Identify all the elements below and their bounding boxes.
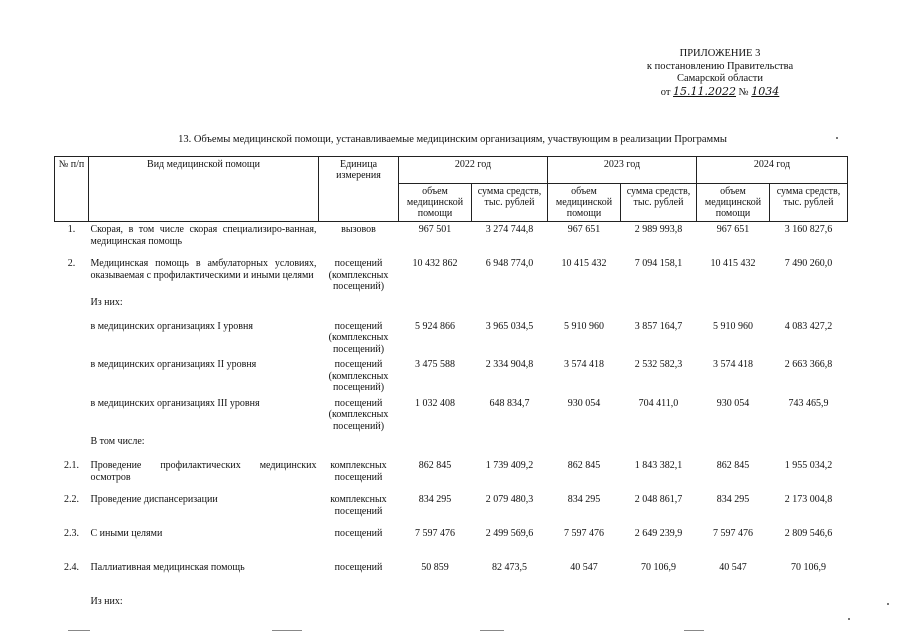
cell-sum: 3 274 744,8: [485, 224, 534, 235]
table-row: [55, 396, 848, 435]
row-name: в медицинских организациях I уровня: [90, 320, 253, 332]
scan-speck: [836, 137, 838, 139]
cell-volume: 930 054: [567, 397, 601, 409]
row-unit: комплексных посещений: [330, 460, 387, 483]
header-unit: Единица измерения: [319, 157, 399, 222]
row-name: Медицинская помощь в амбулаторных условиях, оказываемая с профилактическими и иными целями: [90, 258, 317, 281]
cell-sum: [621, 295, 697, 319]
header-volume: объем медицинской помощи: [697, 184, 770, 222]
cell-sum: 2 532 582,3: [634, 359, 683, 370]
cell-sum: 4 083 427,2: [784, 320, 833, 332]
scan-fragment: [68, 630, 90, 631]
header-year-2022: 2022 год: [399, 157, 548, 184]
cell-volume: 3 574 418: [713, 359, 753, 370]
cell-sum: 2 989 993,8: [634, 224, 683, 235]
cell-sum: 7 490 260,0: [784, 258, 833, 269]
appendix-block: [605, 48, 835, 99]
cell-volume: 5 924 866: [415, 320, 455, 332]
cell-sum: 3 965 034,5: [485, 320, 534, 332]
row-number: 2.3.: [64, 528, 79, 539]
row-number: 2.2.: [64, 494, 79, 505]
row-unit: вызовов: [341, 224, 376, 235]
table-row: [55, 256, 848, 295]
cell-volume: 967 501: [418, 224, 452, 235]
cell-sum: 7 094 158,1: [634, 258, 683, 269]
cell-sum: 70 106,9: [791, 562, 826, 573]
row-unit: посещений (комплексных посещений): [328, 258, 389, 292]
cell-sum: [770, 594, 848, 618]
row-number: [55, 594, 89, 618]
cell-volume: 967 651: [567, 224, 601, 235]
cell-sum: 2 079 480,3: [485, 494, 534, 505]
row-name: Проведение профилактических медицинских осмотров: [90, 460, 317, 483]
cell-volume: 834 295: [567, 494, 601, 505]
header-sum: сумма средств, тыс. рублей: [472, 184, 548, 222]
cell-sum: 2 809 546,6: [784, 528, 833, 539]
cell-sum: 2 649 239,9: [634, 528, 683, 539]
cell-volume: 862 845: [418, 460, 452, 471]
scan-fragment: [272, 630, 302, 631]
row-name: Проведение диспансеризации: [90, 494, 218, 505]
table-row: [55, 458, 848, 492]
table-row: [55, 319, 848, 358]
cell-sum: [472, 295, 548, 319]
row-name: в медицинских организациях III уровня: [90, 397, 260, 409]
cell-volume: 3 574 418: [564, 359, 604, 370]
row-number: [55, 396, 89, 435]
cell-sum: 2 499 569,6: [485, 528, 534, 539]
header-sum: сумма средств, тыс. рублей: [770, 184, 848, 222]
table-row: [55, 594, 848, 618]
cell-sum: 3 857 164,7: [634, 320, 683, 332]
cell-volume: 7 597 476: [713, 528, 753, 539]
cell-volume: [399, 594, 472, 618]
row-number: 2.1.: [64, 460, 79, 471]
row-unit: посещений (комплексных посещений): [328, 397, 389, 432]
cell-volume: 834 295: [418, 494, 452, 505]
appendix-line2: Самарской области: [677, 73, 763, 84]
cell-volume: [548, 295, 621, 319]
cell-sum: [472, 594, 548, 618]
table-row: [55, 434, 848, 458]
cell-volume: [399, 295, 472, 319]
appendix-date-line: [605, 86, 835, 100]
cell-volume: 1 032 408: [415, 397, 455, 409]
scan-fragment: [480, 630, 504, 631]
cell-sum: 6 948 774,0: [485, 258, 534, 269]
table-row: [55, 526, 848, 560]
number-value: 1034: [751, 84, 780, 98]
header-volume: объем медицинской помощи: [399, 184, 472, 222]
cell-sum: [472, 434, 548, 458]
scan-speck: [848, 618, 850, 620]
cell-sum: 70 106,9: [641, 562, 676, 573]
cell-volume: 3 475 588: [415, 359, 455, 370]
row-number: [55, 357, 89, 396]
date-value: 15.11.2022: [673, 84, 737, 98]
cell-volume: 5 910 960: [564, 320, 604, 332]
row-number: 2.4.: [64, 562, 79, 573]
row-number: 1.: [67, 224, 76, 235]
header-year-2023: 2023 год: [548, 157, 697, 184]
appendix-title: ПРИЛОЖЕНИЕ 3: [679, 48, 761, 59]
row-name: Паллиативная медицинская помощь: [90, 562, 245, 573]
cell-sum: 1 739 409,2: [485, 460, 534, 471]
cell-volume: 10 432 862: [412, 258, 458, 269]
row-number: [55, 319, 89, 358]
row-unit: посещений (комплексных посещений): [328, 320, 389, 355]
cell-volume: 7 597 476: [564, 528, 604, 539]
row-name: С иными целями: [90, 528, 163, 539]
date-prefix: от: [660, 86, 671, 98]
medical-volumes-table: [54, 156, 848, 618]
cell-sum: 648 834,7: [489, 397, 530, 409]
scan-fragment: [684, 630, 704, 631]
cell-volume: 834 295: [716, 494, 750, 505]
cell-volume: [548, 594, 621, 618]
row-unit: [319, 434, 399, 458]
row-number: [55, 295, 89, 319]
row-unit: посещений (комплексных посещений): [328, 359, 389, 393]
row-name: Скорая, в том числе скорая специализиро-ванная, медицинская помощь: [90, 224, 317, 247]
cell-volume: 7 597 476: [415, 528, 455, 539]
cell-volume: 862 845: [716, 460, 750, 471]
cell-volume: 40 547: [570, 562, 598, 573]
cell-sum: [621, 434, 697, 458]
header-sum: сумма средств, тыс. рублей: [621, 184, 697, 222]
appendix-line1: к постановлению Правительства: [646, 60, 794, 72]
cell-volume: 862 845: [567, 460, 601, 471]
row-unit: комплексных посещений: [330, 494, 387, 517]
header-type: Вид медицинской помощи: [89, 157, 319, 222]
table-row: [55, 295, 848, 319]
cell-volume: 10 415 432: [561, 258, 607, 269]
cell-sum: 2 173 004,8: [784, 494, 833, 505]
table-row: [55, 222, 848, 257]
cell-sum: 3 160 827,6: [784, 224, 833, 235]
cell-sum: 1 955 034,2: [784, 460, 833, 471]
cell-sum: 2 663 366,8: [784, 359, 833, 370]
row-number: [55, 434, 89, 458]
row-name: Из них:: [90, 596, 123, 607]
cell-volume: [548, 434, 621, 458]
table-row: [55, 560, 848, 594]
cell-sum: 743 465,9: [788, 397, 829, 409]
cell-volume: 967 651: [716, 224, 750, 235]
table-body: [55, 222, 848, 619]
number-prefix: №: [738, 86, 749, 98]
cell-sum: [770, 295, 848, 319]
row-unit: [319, 594, 399, 618]
cell-sum: 82 473,5: [492, 562, 527, 573]
cell-sum: [621, 594, 697, 618]
cell-sum: 2 048 861,7: [634, 494, 683, 505]
cell-sum: 2 334 904,8: [485, 359, 534, 370]
cell-volume: 10 415 432: [710, 258, 756, 269]
cell-sum: 1 843 382,1: [634, 460, 683, 471]
table-row: [55, 492, 848, 526]
row-name: Из них:: [90, 296, 123, 308]
table-title: 13. Объемы медицинской помощи, устанавливаемые медицинским организациям, участвующим в реализации Программы: [178, 134, 727, 145]
row-number: 2.: [67, 258, 76, 269]
cell-sum: 704 411,0: [638, 397, 679, 409]
cell-volume: [697, 434, 770, 458]
cell-volume: 5 910 960: [713, 320, 753, 332]
row-unit: посещений: [334, 528, 383, 539]
header-year-2024: 2024 год: [697, 157, 848, 184]
table-row: [55, 357, 848, 396]
row-name: В том числе:: [90, 436, 145, 447]
row-name: в медицинских организациях II уровня: [90, 359, 257, 370]
header-num: № п/п: [55, 157, 89, 222]
cell-volume: 40 547: [719, 562, 747, 573]
scan-speck: [887, 603, 889, 605]
cell-volume: 50 859: [421, 562, 449, 573]
cell-volume: [399, 434, 472, 458]
cell-volume: [697, 295, 770, 319]
header-volume: объем медицинской помощи: [548, 184, 621, 222]
cell-sum: [770, 434, 848, 458]
row-unit: посещений: [334, 562, 383, 573]
cell-volume: 930 054: [716, 397, 750, 409]
row-unit: [319, 295, 399, 319]
cell-volume: [697, 594, 770, 618]
